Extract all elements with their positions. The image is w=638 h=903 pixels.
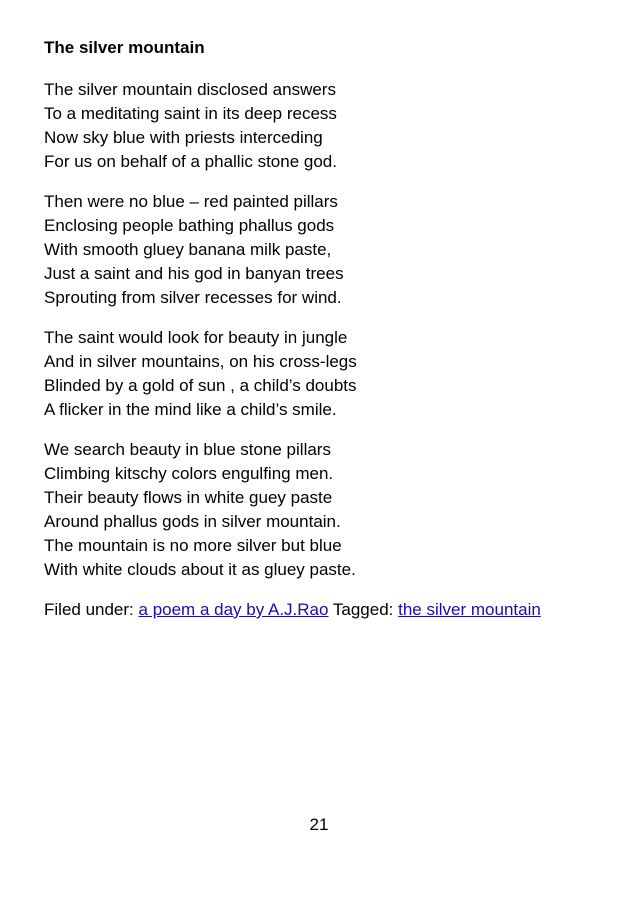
poem-line: Around phallus gods in silver mountain. xyxy=(44,512,341,531)
poem-line: And in silver mountains, on his cross-legs xyxy=(44,352,357,371)
poem-line: Climbing kitschy colors engulfing men. xyxy=(44,464,334,483)
poem-line: Now sky blue with priests interceding xyxy=(44,128,323,147)
filed-under-label: Filed under: xyxy=(44,600,134,619)
stanza-2 xyxy=(44,190,604,310)
poem-line: Just a saint and his god in banyan trees xyxy=(44,264,344,283)
poem-line: With smooth gluey banana milk paste, xyxy=(44,240,332,259)
page-content xyxy=(44,36,604,622)
poem-line: With white clouds about it as gluey paste. xyxy=(44,560,356,579)
poem-title: The silver mountain xyxy=(44,38,205,57)
poem-line: Then were no blue – red painted pillars xyxy=(44,192,338,211)
poem-line: For us on behalf of a phallic stone god. xyxy=(44,152,337,171)
poem-line: Blinded by a gold of sun , a child’s doubts xyxy=(44,376,357,395)
poem-line: A flicker in the mind like a child’s smile. xyxy=(44,400,337,419)
poem-line: The mountain is no more silver but blue xyxy=(44,536,342,555)
stanza-4 xyxy=(44,438,604,582)
poem-line: The silver mountain disclosed answers xyxy=(44,80,336,99)
tagged-label: Tagged: xyxy=(332,600,394,619)
category-link[interactable]: a poem a day by A.J.Rao xyxy=(138,600,329,619)
stanza-1 xyxy=(44,78,604,174)
poem-line: Their beauty flows in white guey paste xyxy=(44,488,333,507)
post-meta xyxy=(44,598,604,622)
stanza-3 xyxy=(44,326,604,422)
tag-link[interactable]: the silver mountain xyxy=(398,600,541,619)
poem-line: We search beauty in blue stone pillars xyxy=(44,440,331,459)
poem-line: The saint would look for beauty in jungle xyxy=(44,328,348,347)
poem-line: Sprouting from silver recesses for wind. xyxy=(44,288,342,307)
poem-line: Enclosing people bathing phallus gods xyxy=(44,216,335,235)
poem-line: To a meditating saint in its deep recess xyxy=(44,104,337,123)
page-number: 21 xyxy=(309,815,329,834)
